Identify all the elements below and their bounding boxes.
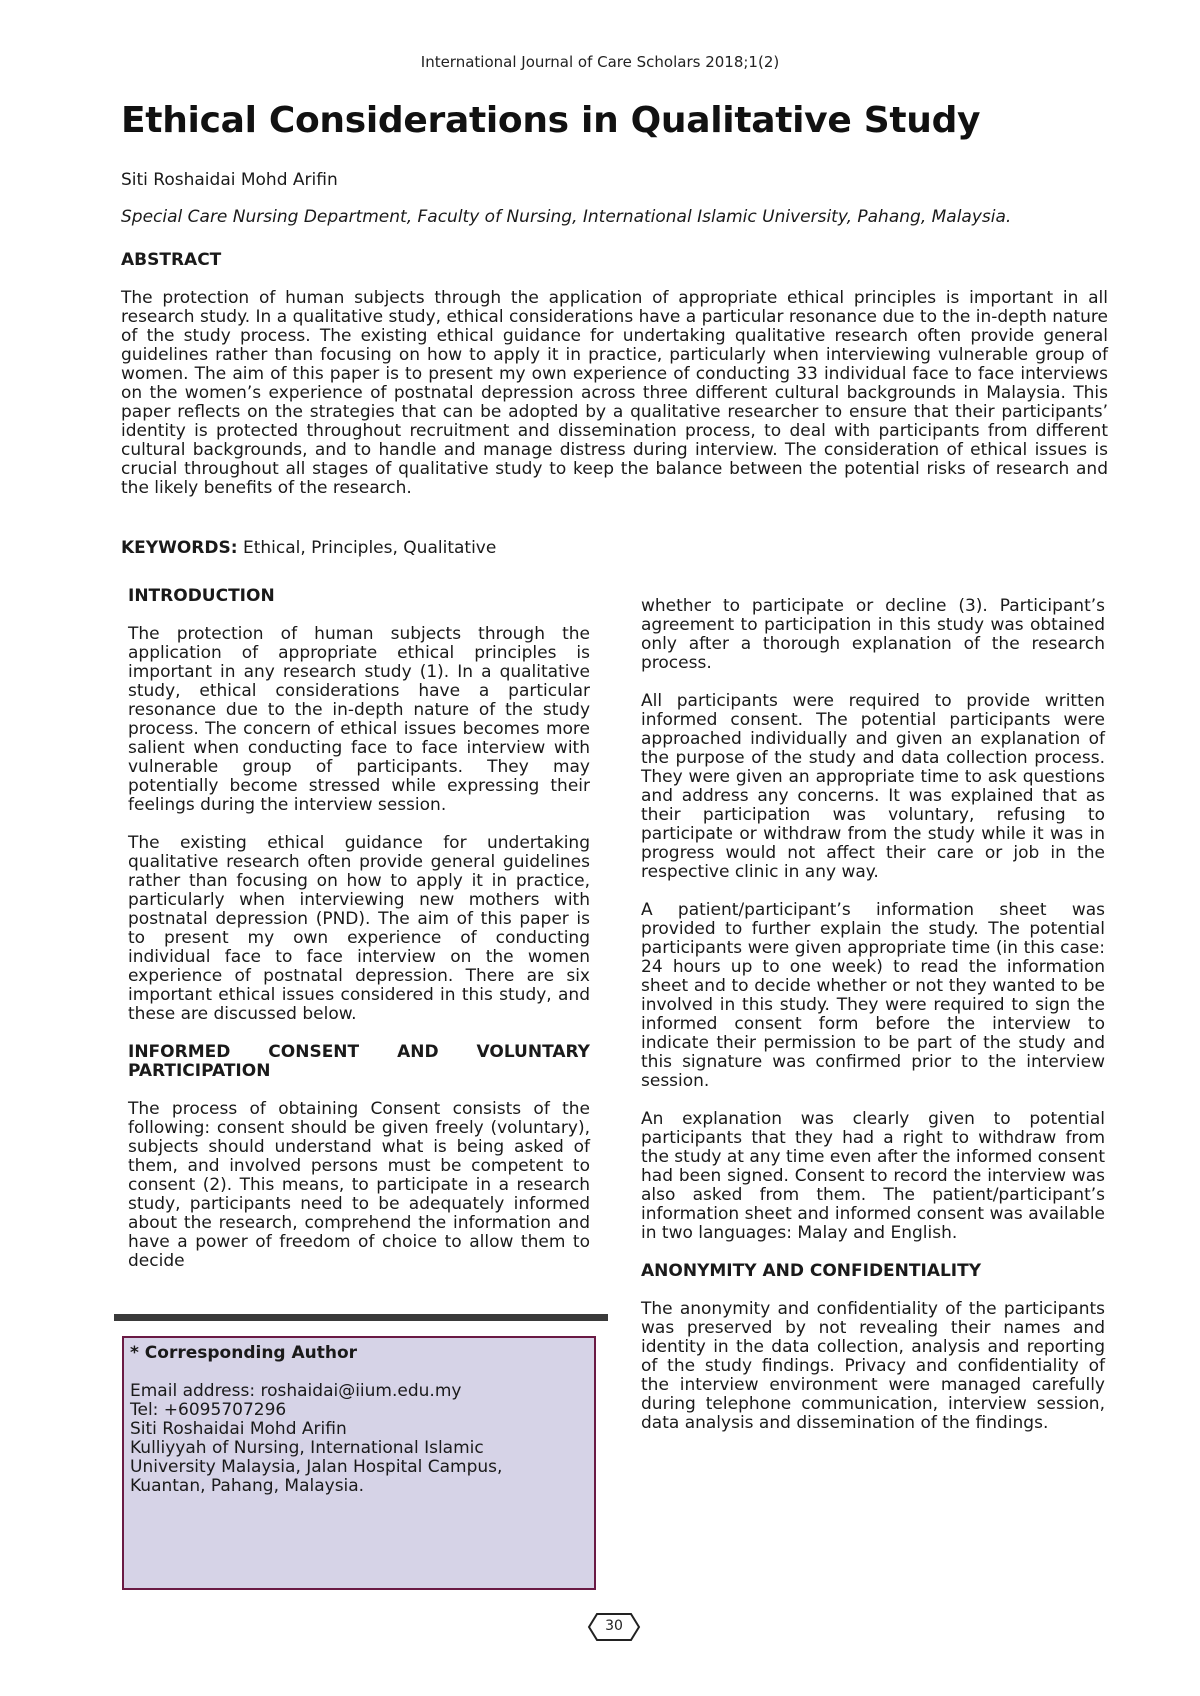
corresponding-name: Siti Roshaidai Mohd Arifin: [130, 1419, 347, 1439]
anonymity-heading: ANONYMITY AND CONFIDENTIALITY: [641, 1261, 982, 1281]
author-name: Siti Roshaidai Mohd Arifin: [121, 170, 338, 190]
running-head: International Journal of Care Scholars 2018;1(2): [420, 53, 780, 71]
introduction-paragraph-2: The existing ethical guidance for undertaking qualitative research often provide general guidelines rather than focusing on how to apply it in practice, particularly when interviewing new mothers with postnatal depression (PND). The aim of this paper is to present my own experience of conducting individual face to face interview on the women experience of postnatal depression. There are six important ethical issues considered in this study, and these are discussed below.: [128, 833, 590, 1024]
keywords-list: Ethical, Principles, Qualitative: [242, 538, 497, 558]
introduction-heading: INTRODUCTION: [128, 586, 275, 606]
page-number: 30: [605, 1618, 623, 1634]
anonymity-paragraph-1: The anonymity and confidentiality of the participants was preserved by not revealing their names and identity in the data collection, analysis and reporting of the study findings. Privacy and confidentiality of the interview environment were managed carefully during telephone communication, interview session, data analysis and dissemination of the findings.: [641, 1299, 1105, 1433]
corresponding-address-line-2: University Malaysia, Jalan Hospital Campus,: [130, 1457, 503, 1477]
consent-paragraph-3: All participants were required to provide written informed consent. The potential participants were approached individually and given an explanation of the purpose of the study and data collection process. They were given an appropriate time to ask questions and address any concerns. It was explained that as their participation was voluntary, refusing to participate or withdraw from the study while it was in progress would not affect their care or job in the respective clinic in any way.: [641, 691, 1105, 882]
corresponding-address-line-3: Kuantan, Pahang, Malaysia.: [130, 1476, 365, 1496]
page-number-badge: [587, 1612, 641, 1642]
corresponding-address-line-1: Kulliyyah of Nursing, International Islamic: [130, 1438, 484, 1458]
column-divider: [114, 1314, 608, 1321]
abstract-heading: ABSTRACT: [121, 250, 222, 270]
abstract-text: The protection of human subjects through the application of appropriate ethical principles is important in all research study. In a qualitative study, ethical considerations have a particular resonance due to the in-depth nature of the study process. The existing ethical guidance for undertaking qualitative research often provide general guidelines rather than focusing on how to apply it in practice, particularly when interviewing vulnerable group of women. The aim of this paper is to present my own experience of conducting 33 individual face to face interviews on the women’s experience of postnatal depression across three different cultural backgrounds in Malaysia. This paper reflects on the strategies that can be adopted by a qualitative researcher to ensure that their participants’ identity is protected throughout recruitment and dissemination process, to deal with participants from different cultural backgrounds, and to handle and manage distress during interview. The consideration of ethical issues is crucial throughout all stages of qualitative study to keep the balance between the potential risks of research and the likely benefits of the research.: [121, 288, 1108, 498]
consent-paragraph-4: A patient/participant’s information sheet was provided to further explain the study. The potential participants were given appropriate time (in this case: 24 hours up to one week) to read the information sheet and to decide whether or not they wanted to be involved in this study. They were required to sign the informed consent form before the interview to indicate their permission to be part of the study and this signature was confirmed prior to the interview session.: [641, 900, 1105, 1091]
keywords: [121, 538, 496, 558]
introduction-paragraph-1: The protection of human subjects through the application of appropriate ethical principles is important in any research study (1). In a qualitative study, ethical considerations have a particular resonance due to the in-depth nature of the study process. The concern of ethical issues becomes more salient when conducting face to face interview with vulnerable group of participants. They may potentially become stressed while expressing their feelings during the interview session.: [128, 624, 590, 815]
corresponding-author-title: * Corresponding Author: [130, 1343, 358, 1363]
informed-consent-heading: INFORMED CONSENT AND VOLUNTARY PARTICIPATION: [128, 1042, 590, 1081]
consent-paragraph-5: An explanation was clearly given to potential participants that they had a right to withdraw from the study at any time even after the informed consent had been signed. Consent to record the interview was also asked from them. The patient/participant’s information sheet and informed consent was available in two languages: Malay and English.: [641, 1109, 1105, 1243]
corresponding-author-box: [122, 1336, 596, 1590]
right-column: [641, 597, 1105, 1452]
corresponding-tel: Tel: +6095707296: [130, 1400, 287, 1420]
author-affiliation: Special Care Nursing Department, Faculty of Nursing, International Islamic University, Pahang, Malaysia.: [121, 207, 1012, 227]
corresponding-email: Email address: roshaidai@iium.edu.my: [130, 1381, 462, 1401]
informed-consent-paragraph-1: The process of obtaining Consent consists of the following: consent should be given freely (voluntary), subjects should understand what is being asked of them, and involved persons must be competent to consent (2). This means, to participate in a research study, participants need to be adequately informed about the research, comprehend the information and have a power of freedom of choice to allow them to decide: [128, 1099, 590, 1271]
left-column: [128, 587, 590, 1290]
keywords-label: KEYWORDS:: [121, 538, 238, 558]
consent-paragraph-2: whether to participate or decline (3). Participant’s agreement to participation in this study was obtained only after a thorough explanation of the research process.: [641, 596, 1105, 673]
article-title: Ethical Considerations in Qualitative Study: [121, 100, 981, 141]
